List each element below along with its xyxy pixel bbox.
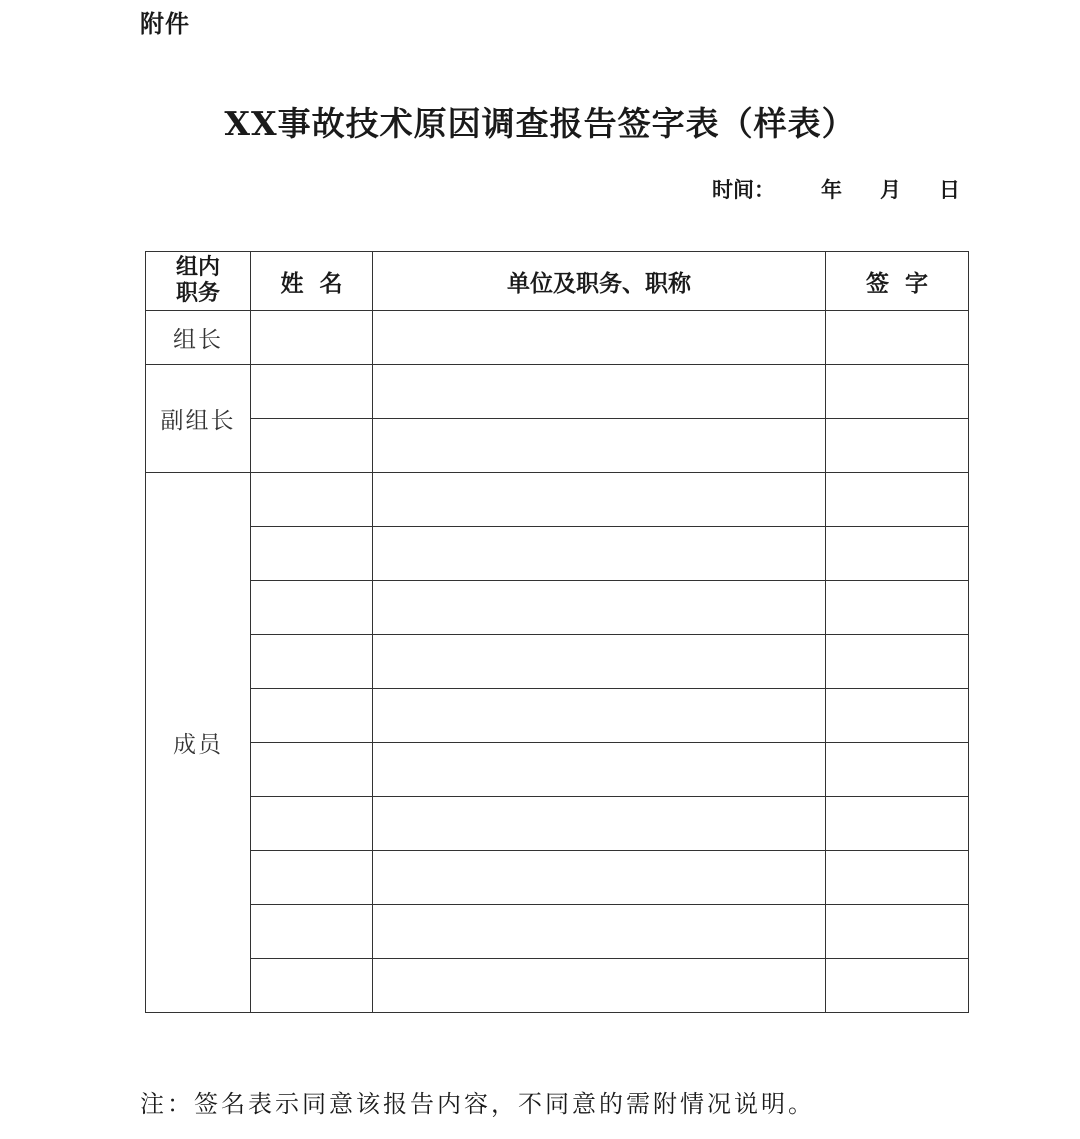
name-cell[interactable] bbox=[251, 905, 373, 959]
signature-table bbox=[145, 251, 969, 1013]
role-deputy: 副组长 bbox=[146, 365, 251, 473]
table-body bbox=[146, 311, 969, 1013]
table-row bbox=[146, 905, 969, 959]
name-cell[interactable] bbox=[251, 311, 373, 365]
table-row bbox=[146, 959, 969, 1013]
unit-cell[interactable] bbox=[373, 635, 826, 689]
name-cell[interactable] bbox=[251, 419, 373, 473]
unit-cell[interactable] bbox=[373, 689, 826, 743]
table-row bbox=[146, 635, 969, 689]
table-row bbox=[146, 743, 969, 797]
table-row bbox=[146, 473, 969, 527]
date-year: 年 bbox=[821, 178, 842, 202]
signature-cell[interactable] bbox=[826, 743, 969, 797]
signature-cell[interactable] bbox=[826, 635, 969, 689]
signature-cell[interactable] bbox=[826, 905, 969, 959]
document-title: XX事故技术原因调查报告签字表（样表） bbox=[224, 104, 856, 143]
header-name: 姓 名 bbox=[251, 252, 373, 311]
table-row bbox=[146, 419, 969, 473]
name-cell[interactable] bbox=[251, 365, 373, 419]
header-signature: 签 字 bbox=[826, 252, 969, 311]
name-cell[interactable] bbox=[251, 851, 373, 905]
unit-cell[interactable] bbox=[373, 743, 826, 797]
attachment-label: 附件 bbox=[140, 10, 190, 38]
unit-cell[interactable] bbox=[373, 905, 826, 959]
unit-cell[interactable] bbox=[373, 851, 826, 905]
unit-cell[interactable] bbox=[373, 473, 826, 527]
date-line bbox=[712, 174, 960, 204]
signature-cell[interactable] bbox=[826, 311, 969, 365]
unit-cell[interactable] bbox=[373, 527, 826, 581]
name-cell[interactable] bbox=[251, 635, 373, 689]
name-cell[interactable] bbox=[251, 743, 373, 797]
signature-cell[interactable] bbox=[826, 473, 969, 527]
table-row bbox=[146, 311, 969, 365]
signature-cell[interactable] bbox=[826, 797, 969, 851]
unit-cell[interactable] bbox=[373, 365, 826, 419]
name-cell[interactable] bbox=[251, 527, 373, 581]
table-row bbox=[146, 527, 969, 581]
table-row bbox=[146, 365, 969, 419]
table-header-row bbox=[146, 252, 969, 311]
signature-cell[interactable] bbox=[826, 365, 969, 419]
date-day: 日 bbox=[939, 178, 960, 202]
date-month: 月 bbox=[880, 178, 901, 202]
name-cell[interactable] bbox=[251, 689, 373, 743]
signature-cell[interactable] bbox=[826, 689, 969, 743]
unit-cell[interactable] bbox=[373, 959, 826, 1013]
name-cell[interactable] bbox=[251, 797, 373, 851]
signature-cell[interactable] bbox=[826, 419, 969, 473]
name-cell[interactable] bbox=[251, 473, 373, 527]
signature-cell[interactable] bbox=[826, 959, 969, 1013]
header-role: 组内 职务 bbox=[146, 252, 251, 311]
role-member: 成员 bbox=[146, 473, 251, 1013]
unit-cell[interactable] bbox=[373, 311, 826, 365]
name-cell[interactable] bbox=[251, 581, 373, 635]
date-label: 时间： bbox=[712, 178, 775, 202]
unit-cell[interactable] bbox=[373, 797, 826, 851]
unit-cell[interactable] bbox=[373, 581, 826, 635]
signature-cell[interactable] bbox=[826, 527, 969, 581]
unit-cell[interactable] bbox=[373, 419, 826, 473]
signature-cell[interactable] bbox=[826, 851, 969, 905]
role-leader: 组长 bbox=[146, 311, 251, 365]
header-unit: 单位及职务、职称 bbox=[373, 252, 826, 311]
table-row bbox=[146, 797, 969, 851]
signature-cell[interactable] bbox=[826, 581, 969, 635]
table-row bbox=[146, 689, 969, 743]
table-row bbox=[146, 851, 969, 905]
footnote: 注：签名表示同意该报告内容，不同意的需附情况说明。 bbox=[140, 1090, 815, 1118]
table-row bbox=[146, 581, 969, 635]
name-cell[interactable] bbox=[251, 959, 373, 1013]
